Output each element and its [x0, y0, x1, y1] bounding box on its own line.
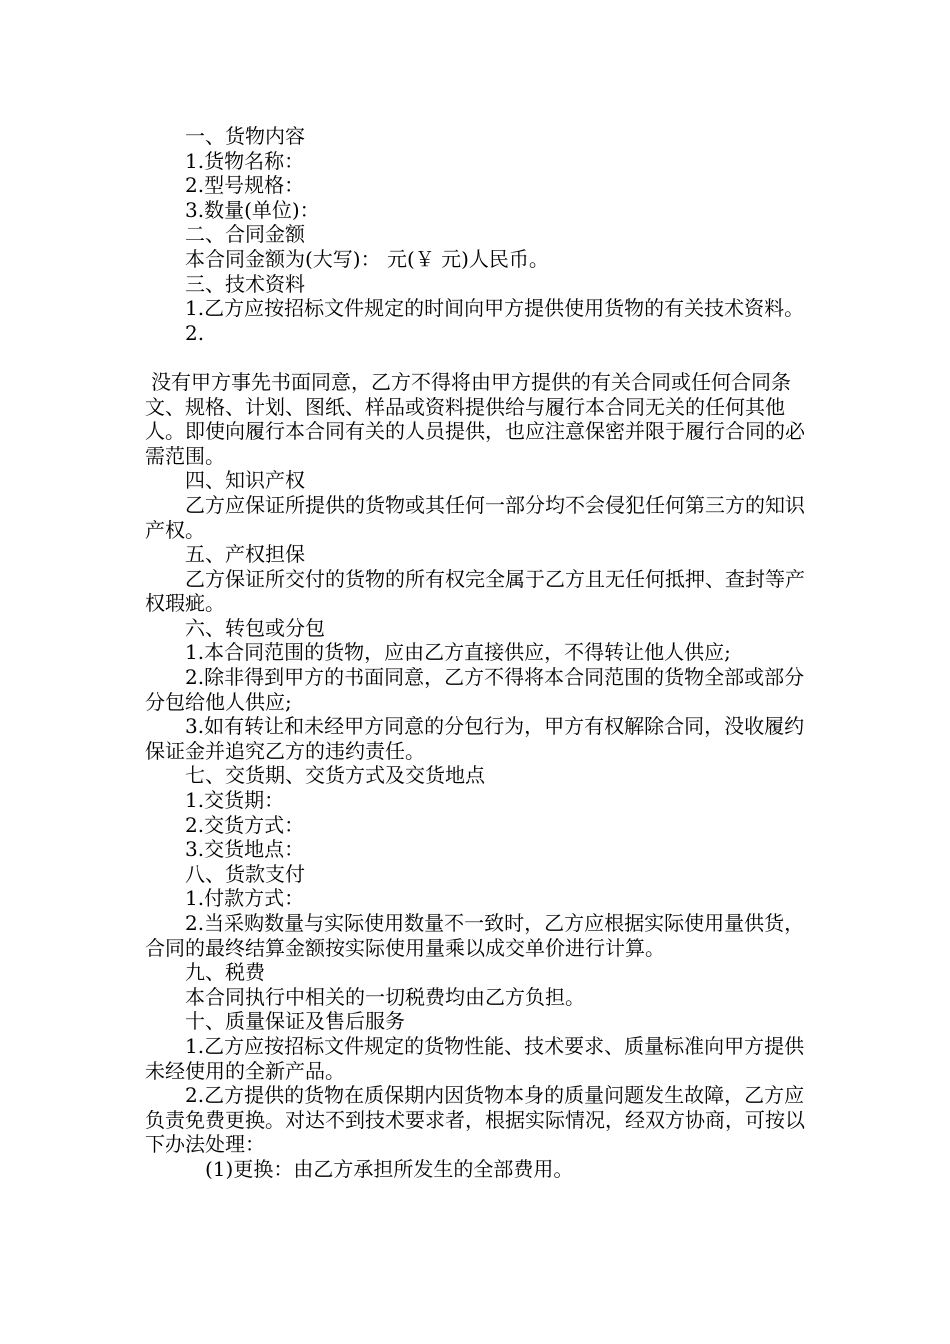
paragraph: 1.乙方应按招标文件规定的货物性能、技术要求、质量标准向甲方提供未经使用的全新产品。 — [145, 1033, 805, 1083]
paragraph: 没有甲方事先书面同意，乙方不得将由甲方提供的有关合同或任何合同条文、规格、计划、图纸、样品或资料提供给与履行本合同无关的任何其他人。即使向履行本合同有关的人员提供，也应注意保密并限于履行合同的必需范围。 — [145, 369, 805, 468]
paragraph: 2.型号规格： — [185, 173, 305, 198]
paragraph: 乙方保证所交付的货物的所有权完全属于乙方且无任何抵押、查封等产权瑕疵。 — [145, 566, 805, 616]
document-body — [145, 124, 810, 1182]
paragraph: 九、税费 — [185, 960, 265, 985]
paragraph: 3.数量(单位)： — [185, 197, 320, 222]
paragraph: (1)更换：由乙方承担所发生的全部费用。 — [205, 1156, 574, 1181]
paragraph: 本合同金额为(大写)： 元(￥ 元)人民币。 — [185, 246, 549, 271]
paragraph: 3.交货地点： — [185, 837, 305, 862]
paragraph: 1.货物名称： — [185, 148, 305, 173]
paragraph: 七、交货期、交货方式及交货地点 — [185, 763, 485, 788]
paragraph: 四、知识产权 — [185, 468, 305, 493]
paragraph: 二、合同金额 — [185, 222, 305, 247]
paragraph: 2.乙方提供的货物在质保期内因货物本身的质量问题发生故障，乙方应负责免费更换。对达不到技术要求者，根据实际情况，经双方协商，可按以下办法处理： — [145, 1083, 805, 1157]
paragraph: 1.交货期： — [185, 788, 285, 813]
paragraph: 本合同执行中相关的一切税费均由乙方负担。 — [185, 984, 585, 1009]
paragraph: 五、产权担保 — [185, 542, 305, 567]
paragraph: 1.付款方式： — [185, 886, 305, 911]
paragraph: 2.当采购数量与实际使用数量不一致时，乙方应根据实际使用量供货，合同的最终结算金额按实际使用量乘以成交单价进行计算。 — [145, 911, 805, 960]
paragraph: 2. — [185, 320, 205, 345]
paragraph: 2.交货方式： — [185, 812, 305, 837]
paragraph: 3.如有转让和未经甲方同意的分包行为，甲方有权解除合同，没收履约保证金并追究乙方的违约责任。 — [145, 714, 805, 763]
paragraph: 一、货物内容 — [185, 124, 305, 148]
paragraph: 三、技术资料 — [185, 271, 305, 296]
paragraph: 1.本合同范围的货物，应由乙方直接供应，不得转让他人供应; — [185, 640, 731, 665]
paragraph: 乙方应保证所提供的货物或其任何一部分均不会侵犯任何第三方的知识产权。 — [145, 492, 805, 542]
paragraph: 六、转包或分包 — [185, 615, 325, 640]
paragraph: 2.除非得到甲方的书面同意，乙方不得将本合同范围的货物全部或部分分包给他人供应; — [145, 665, 805, 714]
paragraph: 八、货款支付 — [185, 861, 305, 886]
paragraph: 1.乙方应按招标文件规定的时间向甲方提供使用货物的有关技术资料。 — [185, 296, 805, 321]
paragraph-spacer — [145, 345, 810, 370]
paragraph: 十、质量保证及售后服务 — [185, 1009, 405, 1034]
